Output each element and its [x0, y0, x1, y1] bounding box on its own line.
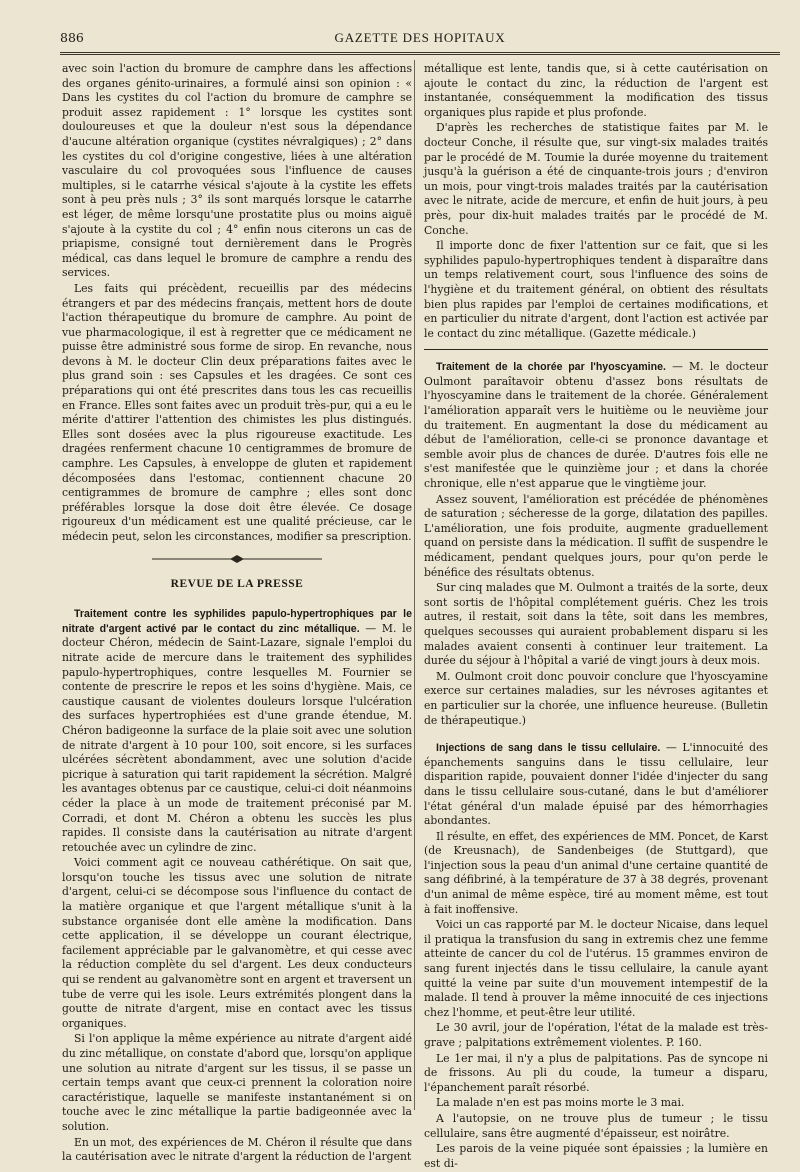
article-paragraph: [424, 741, 768, 829]
paragraph: Le 30 avril, jour de l'opération, l'état de la malade est très-grave ; palpitations extrêmement violentes. P. 160.: [424, 1021, 768, 1049]
paragraph: métallique est lente, tandis que, si à cette cautérisation on ajoute le contact du zinc, la réduction de l'argent est instantanée, conséquemment la modification des tissus organiques plus rapide et plus profonde.: [424, 62, 768, 119]
paragraph: A l'autopsie, on ne trouve plus de tumeur ; le tissu cellulaire, sans être augmenté d'épaisseur, est noirâtre.: [424, 1111, 768, 1140]
paragraph: En un mot, des expériences de M. Chéron il résulte que dans la cautérisation avec le nitrate d'argent la réduction de l'argent: [62, 1135, 412, 1164]
paragraph: Il importe donc de fixer l'attention sur ce fait, que si les syphilides papulo-hypertrophiques tendent à disparaître dans un temps relativement court, sous l'influence des soins de l'hygiène et du traitement général, on obtient des résultats bien plus rapides par l'emploi de certaines modifications, et en particulier du nitrate d'argent, dont l'action est activée par le contact du zinc métallique. (Gazette médicale.): [424, 239, 768, 340]
article-heading: Traitement de la chorée par l'hyoscyamine.: [436, 361, 666, 374]
article-paragraph: [62, 607, 412, 855]
paragraph: D'après les recherches de statistique faites par M. le docteur Conche, il résulte que, sur vingt-six malades traités par le procédé de M. Toumie la durée moyenne du traitement jusqu'à la guérison a été de cinquante-trois jours ; d'environ un mois, pour vingt-trois malades traités par la cautérisation avec le nitrate, acide de mercure, et enfin de huit jours, à peu près, pour dix-huit malades traités par le procédé de M. Conche.: [424, 121, 768, 237]
article-text: — M. le docteur Chéron, médecin de Saint-Lazare, signale l'emploi du nitrate acide de mercure dans le traitement des syphilides papulo-hypertrophiques, contre lesquelles M. Fournier se contente de prescrire le repos et les soins d'hygiène. Mais, ce caustique causant de violentes douleurs lorsque l'ulcération des surfaces hypertrophiées est d'une grande étendue, M. Chéron badigeonne la surface de la plaie soit avec une solution de nitrate d'argent à 10 pour 100, soit encore, si les surfaces ulcérées sécrètent abondamment, avec une solution d'acide picrique à saturation qui tarit rapidement la sécrétion. Malgré les avantages obtenus par ce caustique, celui-ci doit néanmoins céder la place à un mode de traitement préconisé par M. Corradi, et dont M. Chéron a obtenu les succès les plus rapides. Il consiste dans la cautérisation au nitrate d'argent retouchée avec un cylindre de zinc.: [62, 621, 412, 854]
journal-title: GAZETTE DES HOPITAUX: [334, 30, 506, 45]
column-divider: [414, 60, 415, 1110]
paragraph: Voici un cas rapporté par M. le docteur Nicaise, dans lequel il pratiqua la transfusion du sang in extremis chez une femme atteinte de cancer du col de l'utérus. 15 grammes environ de sang furent injectés dans le tissu cellulaire, la canule ayant quitté la veine par suite d'un mouvement intempestif de la malade. Il tend à prouver la même innocuité de ces injections chez l'homme, et peut-être leur utilité.: [424, 918, 768, 1019]
paragraph: Il résulte, en effet, des expériences de MM. Poncet, de Karst (de Kreusnach), de Sandenbeiges (de Stuttgard), que l'injection sous la peau d'un animal d'une certaine quantité de sang défibriné, à la température de 37 à 38 degrés, provenant d'un animal de même espèce, tiré au moment même, est tout à fait inoffensive.: [424, 829, 768, 916]
paragraph: Le 1er mai, il n'y a plus de palpitations. Pas de syncope ni de frissons. Au pli du coude, la tumeur a disparu, l'épanchement paraît résorbé.: [424, 1051, 768, 1094]
article-text: — M. le docteur Oulmont paraîtavoir obtenu d'assez bons résultats de l'hyoscyamine dans le traitement de la chorée. Généralement l'amélioration apparaît vers le huitième ou le neuvième jour du traitement. En augmentant la dose du médicament au début de l'amélioration, celle-ci se prononce davantage et semble avoir plus de chances de durée. D'autres fois elle ne s'est manifestée que le quinzième jour ; et dans la chorée chronique, elle n'est apparue que le vingtième jour.: [424, 360, 768, 491]
page-number: 886: [60, 30, 84, 45]
article-heading: Injections de sang dans le tissu cellulaire.: [436, 742, 661, 755]
article-separator: [424, 349, 768, 350]
page-header: [60, 22, 780, 52]
paragraph: Si l'on applique la même expérience au nitrate d'argent aidé du zinc métallique, on constate d'abord que, lorsqu'on applique une solution au nitrate d'argent sur les tissus, il se passe un certain temps avant que ceux-ci prennent la coloration noire caractéristique, laquelle se manifeste instantanément si on touche avec le zinc métallique la partie badigeonnée avec la solution.: [62, 1032, 412, 1133]
paragraph: avec soin l'action du bromure de camphre dans les affections des organes génito-urinaires, a formulé ainsi son opinion : « Dans les cystites du col l'action du bromure de camphre se produit assez rapidement : 1° lorsque les cystites sont douloureuses et que la douleur n'est sous la dépendance d'aucune altération organique (cystites névralgiques) ; 2° dans les cystites du col d'origine congestive, liées à une altération vasculaire du col provoquées sous l'influence de causes multiples, si le catarrhe vésical s'ajoute à la cystite les effets sont à peu près nuls ; 3° ils sont marqués lorsque le catarrhe est léger, de même lorsqu'une prostatite plus ou moins aiguë s'ajoute à la cystite du col ; 4° enfin nous citerons un cas de priapisme, consigné tout dernièrement dans le Progrès médical, cas dans lequel le bromure de camphre a rendu des services.: [62, 62, 412, 280]
header-rule: [60, 52, 780, 55]
paragraph: La malade n'en est pas moins morte le 3 mai.: [436, 1096, 685, 1110]
spacer: [424, 729, 768, 741]
paragraph: Assez souvent, l'amélioration est précédée de phénomènes de saturation ; sécheresse de la gorge, dilatation des papilles. L'amélioration, une fois produite, augmente graduellement quand on persiste dans la médication. Il suffit de suspendre le médicament, pendant quelques jours, pour qu'on perde le bénéfice des résultats obtenus.: [424, 492, 768, 579]
article-paragraph: [424, 360, 768, 491]
left-column: [62, 62, 412, 1166]
paragraph: M. Oulmont croit donc pouvoir conclure que l'hyoscyamine exerce sur certaines maladies, sur les névroses agitantes et en particulier sur la chorée, une influence heureuse. (Bulletin de thérapeutique.): [424, 669, 768, 727]
article-heading: Traitement contre les syphilides papulo-hypertrophiques par le nitrate d'argent activé par le contact du zinc métallique.: [62, 608, 412, 635]
right-column: [424, 62, 768, 1172]
paragraph: Voici comment agit ce nouveau cathérétique. On sait que, lorsqu'on touche les tissus avec une solution de nitrate d'argent, celui-ci se décompose sous l'influence du contact de la matière organique et que l'argent métallique s'unit à la substance organisée dont elle amène la modification. Dans cette application, il se développe un courant électrique, facilement appréciable par le galvanomètre, et qui cesse avec la réduction complète du sel d'argent. Les deux conducteurs qui se rendent au galvanomètre sont en argent et traversent un tube de verre qui les isole. Leurs extrémités plongent dans la goutte de nitrate d'argent, mise en contact avec les tissus organiques.: [62, 856, 412, 1030]
article-text: — L'innocuité des épanchements sanguins dans le tissu cellulaire, leur disparition rapide, pouvaient donner l'idée d'injecter du sang dans le tissu cellulaire sous-cutané, dans le but d'améliorer l'état général d'un malade épuisé par des hémorrhagies abondantes.: [424, 741, 769, 828]
ornament-divider: [152, 555, 322, 563]
paragraph: Sur cinq malades que M. Oulmont a traités de la sorte, deux sont sortis de l'hôpital complétement guéris. Chez les trois autres, il restait, soit dans la tête, soit dans les membres, quelques secousses qui auraient probablement disparu si les malades avaient consenti à continuer leur traitement. La durée du séjour à l'hôpital a varié de vingt jours à deux mois.: [424, 581, 768, 668]
section-title: REVUE DE LA PRESSE: [170, 577, 304, 590]
paragraph: Les parois de la veine piquée sont épaissies ; la lumière en est di-: [424, 1142, 768, 1170]
paragraph: Les faits qui précèdent, recueillis par des médecins étrangers et par des médecins français, mettent hors de doute l'action thérapeutique du bromure de camphre. Au point de vue pharmacologique, il est à regretter que ce médicament ne puisse être administré sous forme de sirop. En revanche, nous devons à M. le docteur Clin deux préparations faites avec le plus grand soin : ses Capsules et les dragées. Ce sont ces préparations qui ont été prescrites dans tous les cas recueillis en France. Elles sont faites avec un produit très-pur, qui a eu le mérite d'attirer l'attention des chimistes les plus distingués. Elles sont dosées avec la plus rigoureuse exactitude. Les dragées renferment chacune 10 centigrammes de bromure de camphre. Les Capsules, à enveloppe de gluten et rapidement décomposées dans l'estomac, contiennent chacune 20 centigrammes de bromure de camphre ; elles sont donc préférables lorsque la dose doit être élevée. Ce dosage rigoureux d'un médicament est une qualité précieuse, car le médecin peut, selon les circonstances, modifier sa prescription.: [62, 281, 412, 543]
